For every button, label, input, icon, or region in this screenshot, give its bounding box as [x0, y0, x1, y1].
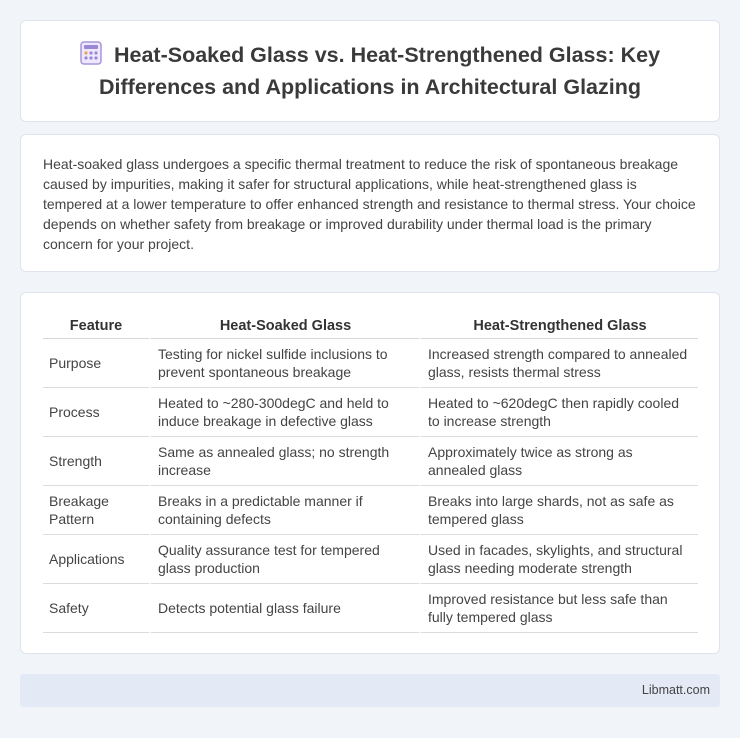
row-heat-soaked: Quality assurance test for tempered glass production — [149, 535, 419, 584]
header-heat-strengthened: Heat-Strengthened Glass — [419, 313, 698, 339]
intro-card — [20, 134, 720, 272]
title-card — [20, 20, 720, 122]
table-row — [43, 388, 698, 437]
footer-bar — [20, 674, 720, 707]
row-feature: Breakage Pattern — [43, 486, 149, 535]
table-row — [43, 584, 698, 633]
row-feature: Purpose — [43, 339, 149, 388]
comparison-table — [43, 313, 698, 633]
calculator-icon — [80, 41, 102, 73]
row-feature: Process — [43, 388, 149, 437]
row-heat-strengthened: Heated to ~620degC then rapidly cooled to increase strength — [419, 388, 698, 437]
intro-paragraph: Heat-soaked glass undergoes a specific thermal treatment to reduce the risk of spontaneous breakage caused by impurities, making it safer for structural applications, while heat-strengthened glass is tempered at a lower temperature to offer enhanced strength and resistance to thermal stress. Your choice depends on whether safety from breakage or improved durability under thermal load is the primary concern for your project. — [43, 156, 696, 252]
row-heat-soaked: Detects potential glass failure — [149, 584, 419, 633]
header-heat-soaked: Heat-Soaked Glass — [149, 313, 419, 339]
row-heat-soaked: Testing for nickel sulfide inclusions to prevent spontaneous breakage — [149, 339, 419, 388]
title-text: Heat-Soaked Glass vs. Heat-Strengthened Glass: Key Differences and Applications in Architectural Glazing — [99, 42, 661, 99]
row-heat-strengthened: Approximately twice as strong as annealed glass — [419, 437, 698, 486]
table-row — [43, 535, 698, 584]
table-header-row — [43, 313, 698, 339]
row-feature: Strength — [43, 437, 149, 486]
row-heat-soaked: Heated to ~280-300degC and held to induce breakage in defective glass — [149, 388, 419, 437]
row-heat-strengthened: Used in facades, skylights, and structural glass needing moderate strength — [419, 535, 698, 584]
footer-brand-link[interactable]: Libmatt.com — [641, 683, 710, 697]
table-row — [43, 437, 698, 486]
row-heat-soaked: Same as annealed glass; no strength increase — [149, 437, 419, 486]
header-feature: Feature — [43, 313, 149, 339]
table-card — [20, 292, 720, 654]
row-heat-soaked: Breaks in a predictable manner if containing defects — [149, 486, 419, 535]
row-feature: Applications — [43, 535, 149, 584]
table-row — [43, 486, 698, 535]
row-heat-strengthened: Improved resistance but less safe than fully tempered glass — [419, 584, 698, 633]
row-heat-strengthened: Breaks into large shards, not as safe as tempered glass — [419, 486, 698, 535]
page-title — [21, 41, 719, 102]
table-row — [43, 339, 698, 388]
row-heat-strengthened: Increased strength compared to annealed glass, resists thermal stress — [419, 339, 698, 388]
row-feature: Safety — [43, 584, 149, 633]
